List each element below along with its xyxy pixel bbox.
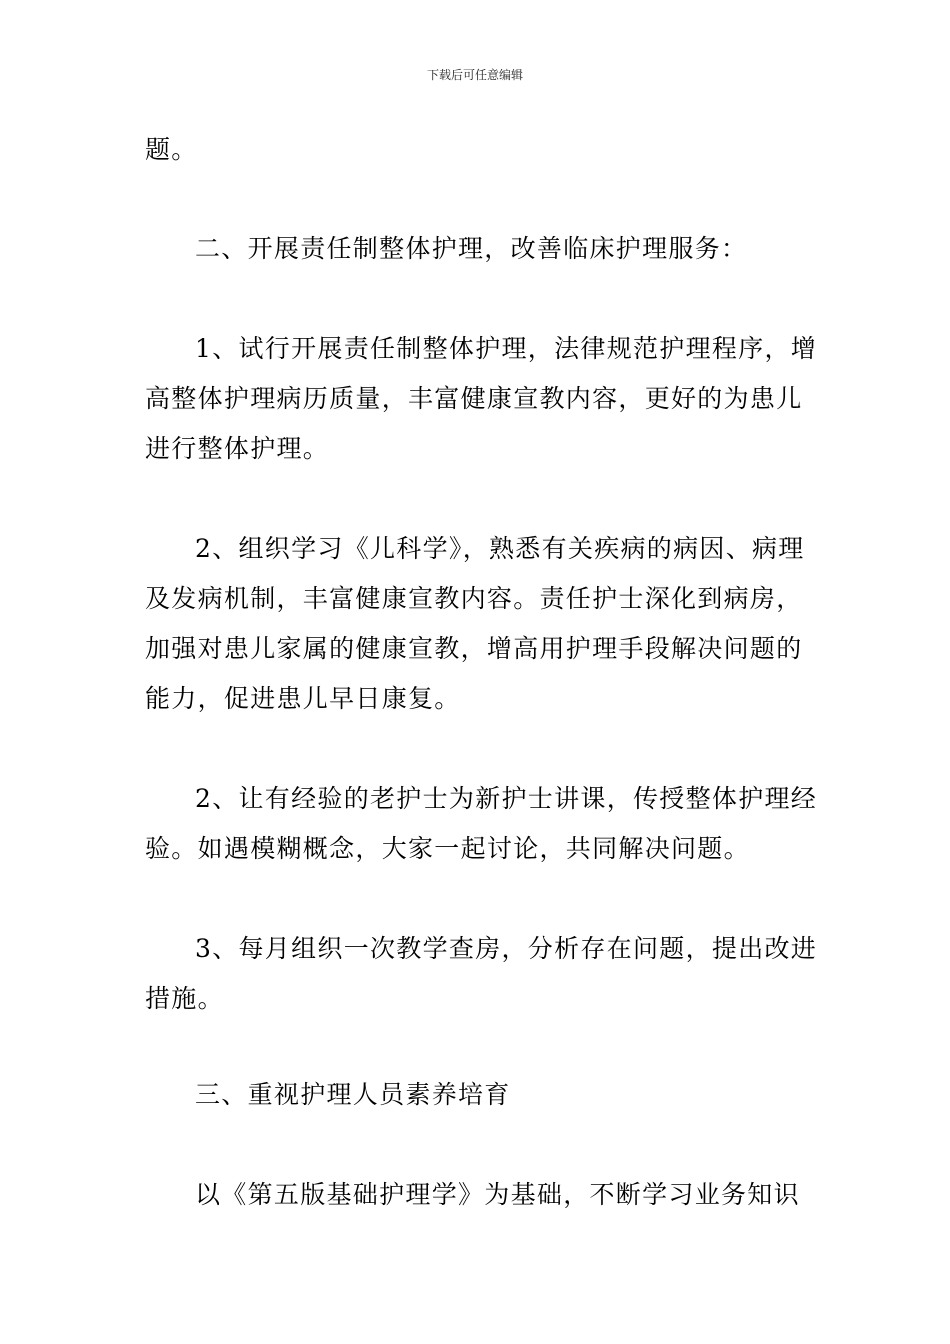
text-line: 进行整体护理。 xyxy=(145,434,330,463)
section-heading: 二、开展责任制整体护理，改善临床护理服务： xyxy=(195,234,748,263)
section-heading: 三、重视护理人员素养培育 xyxy=(195,1080,511,1109)
text-line: 3、每月组织一次教学查房，分析存在问题，提出改进 xyxy=(195,934,818,963)
text-line: 题。 xyxy=(145,135,198,164)
text-line: 1、试行开展责任制整体护理，法律规范护理程序，增 xyxy=(195,334,818,363)
page-header-note: 下载后可任意编辑 xyxy=(426,68,523,82)
text-line: 2、组织学习《儿科学》，熟悉有关疾病的病因、病理 xyxy=(195,534,805,563)
text-line: 能力，促进患儿早日康复。 xyxy=(145,684,461,713)
text-line: 加强对患儿家属的健康宣教，增高用护理手段解决问题的 xyxy=(145,634,803,663)
text-line: 验。如遇模糊概念，大家一起讨论，共同解决问题。 xyxy=(145,834,750,863)
text-line: 以《第五版基础护理学》为基础，不断学习业务知识 xyxy=(195,1180,800,1209)
text-line: 及发病机制，丰富健康宣教内容。责任护士深化到病房， xyxy=(145,584,803,613)
text-line: 2、让有经验的老护士为新护士讲课，传授整体护理经 xyxy=(195,784,818,813)
text-line: 措施。 xyxy=(145,984,224,1013)
text-line: 高整体护理病历质量，丰富健康宣教内容，更好的为患儿 xyxy=(145,384,803,413)
